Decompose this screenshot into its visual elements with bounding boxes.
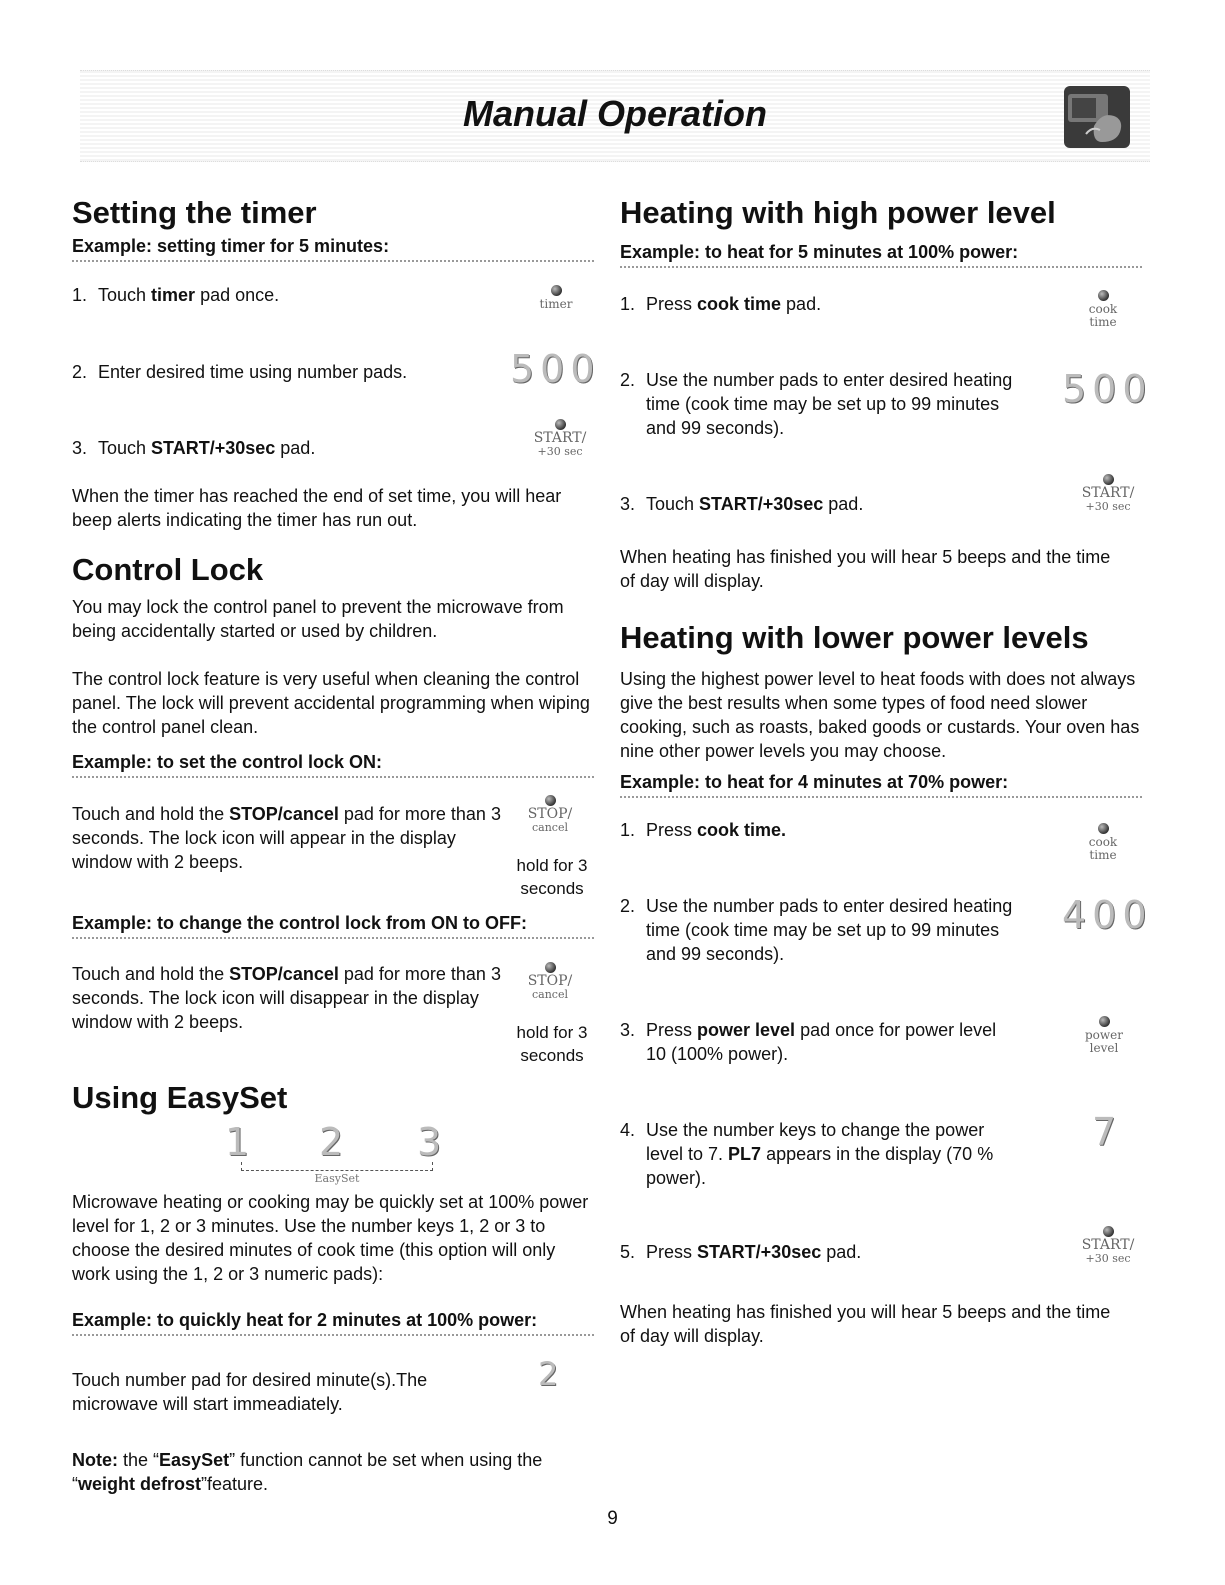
digit-3: 3: [417, 1120, 448, 1164]
timer-pad: timer: [536, 285, 576, 311]
high-example: Example: to heat for 5 minutes at 100% power:: [620, 242, 1142, 268]
pad-dot-icon: [551, 285, 562, 296]
lower-intro: Using the highest power level to heat foods with does not always give the best results when some types of food need slower cooking, such as roasts, baked goods or custards. Your oven has nine other power levels you may choose.: [620, 669, 1140, 761]
step-text: Use the number pads to enter desired heating time (cook time may be set up to 99 minutes and 99 seconds).: [646, 896, 1013, 964]
step-number: 1.: [620, 820, 636, 840]
lock-example-off: Example: to change the control lock from ON to OFF:: [72, 913, 594, 939]
pad-dot-icon: [1099, 1016, 1110, 1027]
step-text: Enter desired time using number pads.: [98, 362, 408, 382]
step-number: 2.: [72, 362, 88, 382]
digit-7-display: 7: [1092, 1110, 1123, 1154]
hold-label: hold for 3 seconds: [516, 856, 588, 898]
lower-example: Example: to heat for 4 minutes at 70% power:: [620, 772, 1142, 798]
easyset-text: Microwave heating or cooking may be quickly set at 100% power level for 1, 2 or 3 minutes. Use the number keys 1, 2 or 3 to choose the desired minutes of cook time (this option will only work using the 1, 2 or 3 numeric pads):: [72, 1192, 589, 1284]
start-pad: START/ +30 sec: [530, 419, 590, 458]
step-number: 5.: [620, 1242, 636, 1262]
step-text: Touch timer pad once.: [98, 285, 280, 305]
cook-time-pad: cook time: [1083, 823, 1123, 862]
step-text: Press power level pad once for power level 10 (100% power).: [646, 1020, 997, 1064]
page-title: Manual Operation: [462, 93, 768, 134]
step-text: Press START/+30sec pad.: [646, 1242, 862, 1262]
cook-time-pad: cook time: [1083, 290, 1123, 329]
power-level-pad: power level: [1082, 1016, 1126, 1055]
lock-on-text: Touch and hold the STOP/cancel pad for more than 3 seconds. The lock icon will appear in the display window with 2 beeps.: [72, 804, 501, 872]
start-pad: START/ +30 sec: [1078, 474, 1138, 513]
step-number: 3.: [620, 1020, 636, 1040]
pad-dot-icon: [545, 962, 556, 973]
step-number: 2.: [620, 896, 636, 916]
timer-example: Example: setting timer for 5 minutes:: [72, 236, 594, 262]
easyset-example: Example: to quickly heat for 2 minutes at 100% power:: [72, 1310, 594, 1336]
stop-pad: STOP/ cancel: [520, 795, 580, 834]
easyset-touch: Touch number pad for desired minute(s).The microwave will start immeadiately.: [72, 1370, 428, 1414]
digits-display: 500: [1062, 367, 1153, 411]
lower-heading: Heating with lower power levels: [620, 620, 1089, 655]
pad-dot-icon: [1103, 1226, 1114, 1237]
lock-heading: Control Lock: [72, 552, 264, 587]
step-number: 4.: [620, 1120, 636, 1140]
pad-dot-icon: [1103, 474, 1114, 485]
easyset-bracket: [241, 1162, 433, 1171]
digits-display: 400: [1062, 893, 1153, 937]
lock-off-text: Touch and hold the STOP/cancel pad for more than 3 seconds. The lock icon will disappear in the display window with 2 beeps.: [72, 964, 501, 1032]
step-text: Touch START/+30sec pad.: [98, 438, 316, 458]
step-number: 3.: [620, 494, 636, 514]
step-text: Use the number pads to enter desired heating time (cook time may be set up to 99 minutes and 99 seconds).: [646, 370, 1013, 438]
step-number: 3.: [72, 438, 88, 458]
hand-microwave-icon: [1064, 86, 1130, 148]
start-pad: START/ +30 sec: [1078, 1226, 1138, 1265]
easyset-label: EasySet: [314, 1172, 360, 1185]
digit-1: 1: [225, 1120, 256, 1164]
step-text: Press cook time.: [646, 820, 787, 840]
lock-intro-2: The control lock feature is very useful when cleaning the control panel. The lock will prevent accidental programming when wiping the control panel clean.: [72, 669, 590, 737]
step-number: 2.: [620, 370, 636, 390]
digit-2: 2: [319, 1120, 350, 1164]
timer-note: When the timer has reached the end of set time, you will hear beep alerts indicating the timer has run out.: [72, 486, 562, 530]
high-done: When heating has finished you will hear 5 beeps and the time of day will display.: [620, 547, 1111, 591]
high-heading: Heating with high power level: [620, 195, 1056, 230]
digits-display: 500: [510, 347, 601, 391]
pad-dot-icon: [1098, 823, 1109, 834]
step-text: Press cook time pad.: [646, 294, 822, 314]
easyset-heading: Using EasySet: [72, 1080, 288, 1115]
pad-dot-icon: [555, 419, 566, 430]
hold-label: hold for 3 seconds: [516, 1023, 588, 1065]
lock-example-on: Example: to set the control lock ON:: [72, 752, 594, 778]
pad-dot-icon: [545, 795, 556, 806]
step-text: Use the number keys to change the power level to 7. PL7 appears in the display (70 % power).: [646, 1120, 994, 1188]
stop-pad: STOP/ cancel: [520, 962, 580, 1001]
timer-heading: Setting the timer: [72, 195, 317, 230]
pad-dot-icon: [1098, 290, 1109, 301]
header-banner: [80, 70, 1150, 162]
digit-2-display: 2: [538, 1355, 565, 1393]
easyset-graphic: [225, 1120, 448, 1186]
page-number: 9: [607, 1508, 618, 1529]
step-number: 1.: [72, 285, 88, 305]
left-column: [72, 195, 602, 231]
step-text: Touch START/+30sec pad.: [646, 494, 864, 514]
lower-done: When heating has finished you will hear 5 beeps and the time of day will display.: [620, 1302, 1111, 1346]
easyset-note: Note: the “EasySet” function cannot be set when using the “weight defrost”feature.: [72, 1450, 543, 1494]
lock-intro: You may lock the control panel to prevent the microwave from being accidentally started or used by children.: [72, 597, 564, 641]
step-number: 1.: [620, 294, 636, 314]
